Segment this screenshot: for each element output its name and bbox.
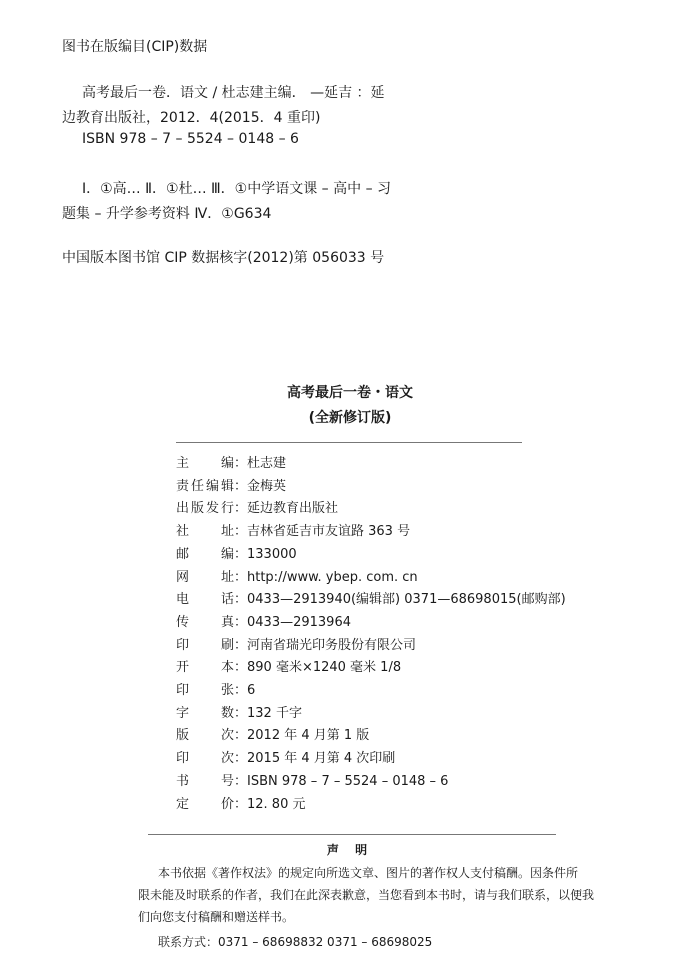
declaration-contact: 联系方式：0371 – 68698832 0371 – 68698025 — [158, 935, 433, 949]
cip-classification-1: Ⅰ．①高… Ⅱ．①杜… Ⅲ．①中学语文课 – 高中 – 习 — [82, 181, 392, 197]
colophon-value: ：0433—2913964 — [234, 614, 351, 630]
colophon-row — [176, 497, 338, 516]
colophon-value: ：金梅英 — [234, 478, 287, 494]
colophon-row — [176, 566, 418, 585]
colophon-row — [176, 611, 351, 630]
colophon-label: 社址 — [176, 524, 234, 540]
colophon-label: 印张 — [176, 683, 234, 698]
colophon-row — [176, 452, 286, 471]
declaration-title: 声 明 — [326, 843, 374, 857]
colophon-value: ：0433—2913940(编辑部) 0371—68698015(邮购部) — [234, 592, 566, 608]
colophon-row — [176, 543, 297, 562]
cip-isbn: ISBN 978 – 7 – 5524 – 0148 – 6 — [82, 131, 299, 147]
colophon-label: 电话 — [176, 592, 234, 608]
colophon-value: ：133000 — [234, 546, 297, 562]
colophon-label: 责任编辑 — [176, 478, 234, 494]
colophon-row — [176, 793, 305, 812]
colophon-row — [176, 520, 410, 539]
colophon-row — [176, 588, 566, 607]
colophon-label: 书号 — [176, 773, 234, 789]
cip-heading: 图书在版编目(CIP)数据 — [62, 39, 208, 55]
declaration-line-2: 限未能及时联系的作者，我们在此深表歉意，当您看到本书时，请与我们联系，以便我 — [138, 888, 595, 902]
cip-classification-2: 题集 – 升学参考资料 Ⅳ．①G634 — [62, 206, 272, 222]
book-subtitle: (全新修订版) — [308, 410, 392, 426]
colophon-label: 传真 — [176, 614, 234, 630]
colophon-row — [176, 634, 416, 653]
colophon-value: ：延边教育出版社 — [234, 501, 339, 517]
declaration-divider — [148, 834, 556, 835]
colophon-label: 主编 — [176, 456, 234, 471]
title-divider — [176, 442, 522, 443]
colophon-value: ：12. 80 元 — [234, 796, 306, 812]
colophon-label: 邮编 — [176, 546, 234, 562]
colophon-value: ：吉林省延吉市友谊路 363 号 — [234, 524, 411, 540]
colophon-row — [176, 475, 286, 494]
colophon-label: 印次 — [176, 751, 234, 767]
colophon-value: ：132 千字 — [234, 705, 302, 721]
colophon-label: 网址 — [176, 569, 234, 585]
cip-line-1: 高考最后一卷．语文 / 杜志建主编． —延吉 ：延 — [82, 85, 385, 101]
colophon-label: 出版发行 — [176, 501, 234, 517]
colophon-value: ：杜志建 — [234, 456, 287, 471]
colophon-label: 版次 — [176, 728, 234, 744]
colophon-row — [176, 724, 369, 743]
colophon-value: ：2012 年 4 月第 1 版 — [234, 728, 370, 744]
colophon-row — [176, 679, 255, 698]
colophon-row — [176, 656, 401, 675]
colophon-label: 字数 — [176, 705, 234, 721]
colophon-label: 定价 — [176, 796, 234, 812]
cip-line-2: 边教育出版社，2012．4(2015．4 重印) — [62, 110, 321, 126]
colophon-label: 开本 — [176, 660, 234, 676]
colophon-value: ：890 毫米×1240 毫米 1/8 — [234, 660, 402, 676]
colophon-row — [176, 747, 395, 766]
colophon-value: ：2015 年 4 月第 4 次印刷 — [234, 751, 396, 767]
colophon-value: ：河南省瑞光印务股份有限公司 — [234, 637, 417, 653]
colophon-row — [176, 702, 302, 721]
colophon-value: ：http://www. ybep. com. cn — [234, 569, 418, 585]
colophon-value: ：6 — [234, 683, 256, 698]
declaration-line-1: 本书依据《著作权法》的规定向所选文章、图片的著作权人支付稿酬。因条件所 — [158, 866, 579, 880]
cip-record-number: 中国版本图书馆 CIP 数据核字(2012)第 056033 号 — [62, 250, 385, 266]
declaration-line-3: 们向您支付稿酬和赠送样书。 — [138, 910, 295, 924]
book-title: 高考最后一卷・语文 — [287, 385, 413, 401]
colophon-label: 印刷 — [176, 637, 234, 653]
colophon-value: ：ISBN 978 – 7 – 5524 – 0148 – 6 — [234, 773, 449, 789]
colophon-row — [176, 770, 448, 789]
